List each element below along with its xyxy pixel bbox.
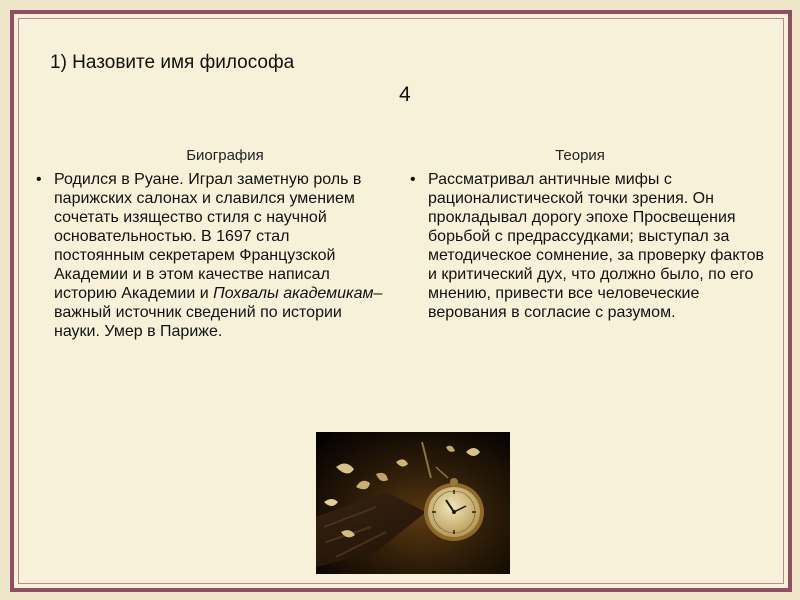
biography-text-italic: Похвалы академикам [213,285,374,302]
theory-heading: Теория [555,147,605,164]
bullet-icon: • [410,171,416,188]
biography-heading: Биография [186,147,264,164]
bullet-icon: • [36,171,42,188]
biography-text-before: Родился в Руане. Играл заметную роль в парижских салонах и славился умением сочетать изящество стиля с научной основательностью. В 1697 стал постоянным секретарем Французской Академии и в этом качестве написал историю Академии и [54,171,362,302]
slide-title: 1) Назовите имя философа [50,52,295,73]
theory-paragraph [410,170,768,322]
biography-column [36,170,384,341]
theory-text: Рассматривал античные мифы с рационалистической точки зрения. Он прокладывал дорогу эпохе Просвещения борьбой с предрассудками; выступал за методическое сомнение, за проверку фактов и критический дух, что должно было, по его мнению, привести все человеческие верования в согласие с разумом. [428,171,765,321]
biography-text-after: – важный источник сведений по истории науки. Умер в Париже. [54,285,383,340]
biography-paragraph [36,170,384,341]
slide-number: 4 [399,83,411,106]
theory-column [410,170,768,322]
pocket-watch-photo [316,432,510,574]
pocket-watch-illustration [316,432,510,574]
